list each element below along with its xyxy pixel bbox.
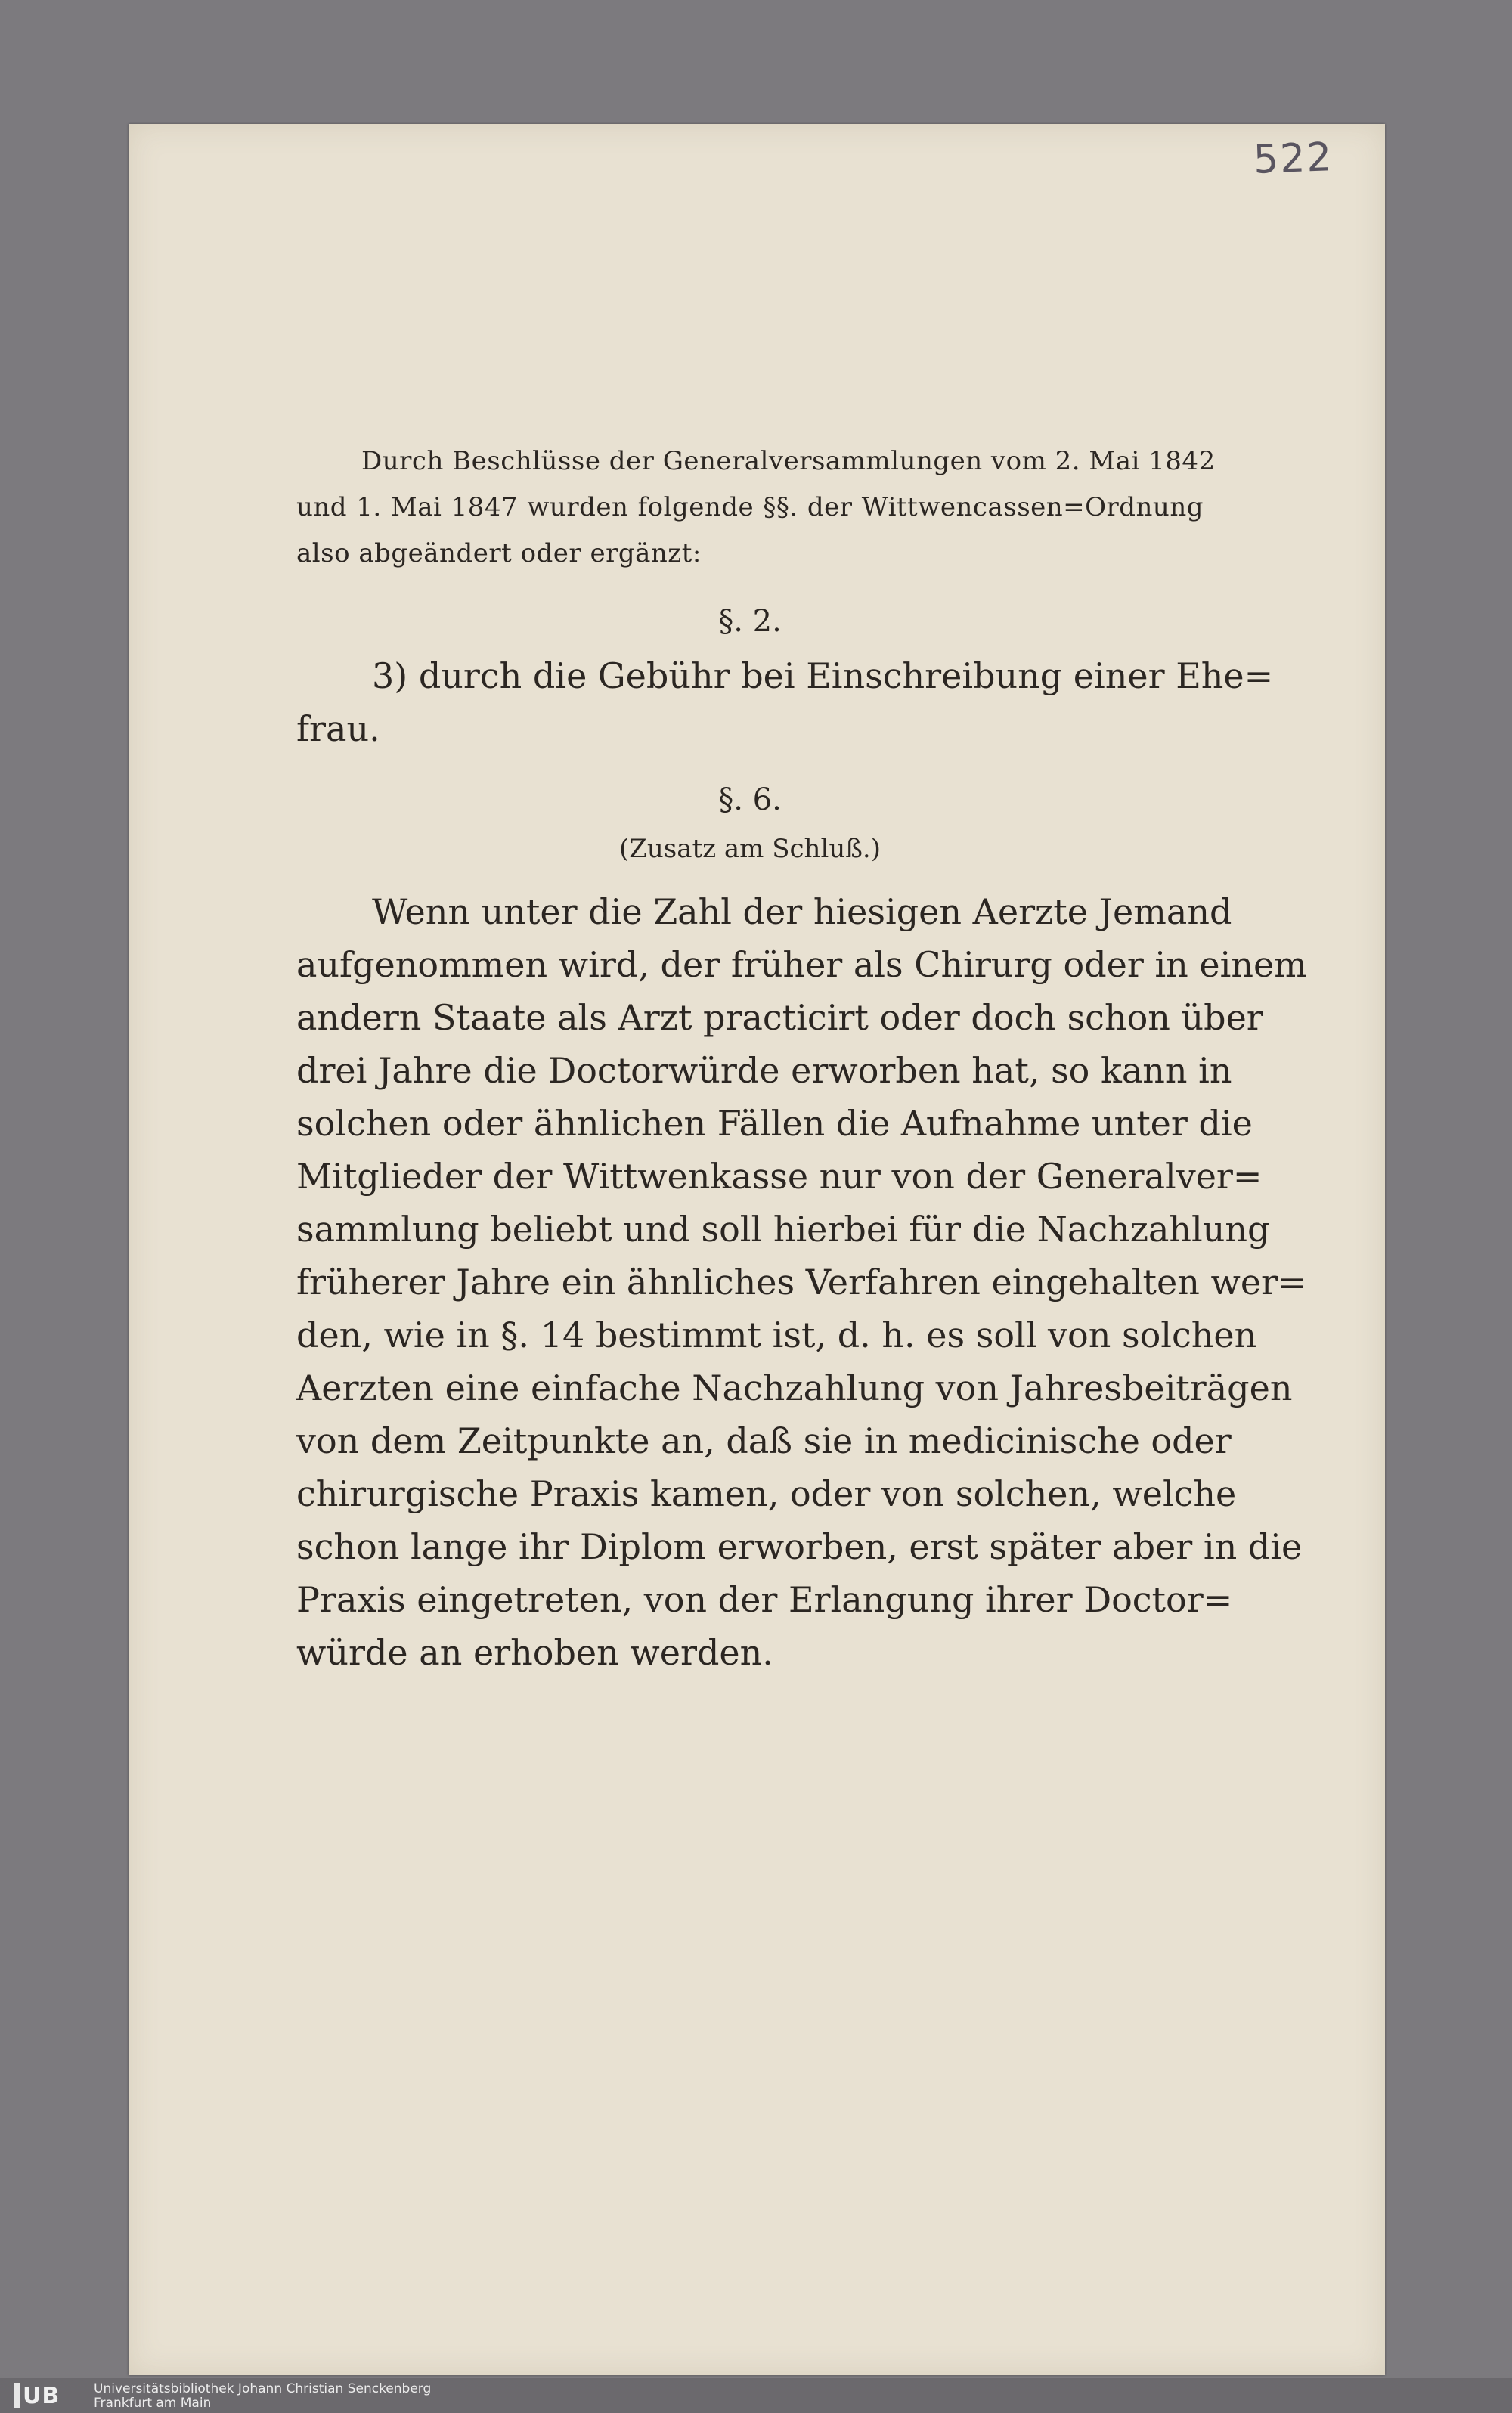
body-line: frau. xyxy=(296,708,380,749)
body-line: 3) durch die Gebühr bei Einschreibung einer Ehe= xyxy=(372,655,1274,696)
body-line: Mitglieder der Wittwenkasse nur von der Generalver= xyxy=(296,1156,1263,1197)
body-line: sammlung beliebt und soll hierbei für die Nachzahlung xyxy=(296,1209,1270,1250)
body-line: von dem Zeitpunkte an, daß sie in medicinische oder xyxy=(296,1420,1232,1461)
body-line: Aerzten eine einfache Nachzahlung von Jahresbeiträgen xyxy=(296,1368,1293,1408)
intro-line: also abgeändert oder ergänzt: xyxy=(296,538,702,568)
intro-line: und 1. Mai 1847 wurden folgende §§. der Wittwencassen=Ordnung xyxy=(296,492,1204,522)
library-name xyxy=(94,2382,431,2411)
body-line: aufgenommen wird, der früher als Chirurg oder in einem xyxy=(296,944,1307,985)
body-line: würde an erhoben werden. xyxy=(296,1632,773,1673)
section-2-body xyxy=(296,649,1274,755)
library-footer xyxy=(0,2378,1512,2413)
body-line: den, wie in §. 14 bestimmt ist, d. h. es soll von solchen xyxy=(296,1315,1257,1355)
body-line: drei Jahre die Doctorwürde erworben hat, so kann in xyxy=(296,1050,1232,1091)
logo-text: UB xyxy=(23,2382,60,2409)
intro-paragraph xyxy=(296,438,1216,577)
body-line: schon lange ihr Diplom erworben, erst später aber in die xyxy=(296,1526,1303,1567)
page-number: 522 xyxy=(1252,135,1334,183)
section-6-body xyxy=(296,885,1307,1679)
body-line: chirurgische Praxis kamen, oder von solchen, welche xyxy=(296,1473,1237,1514)
library-name-line-1: Universitätsbibliothek Johann Christian Senckenberg xyxy=(94,2381,432,2396)
body-line: Wenn unter die Zahl der hiesigen Aerzte Jemand xyxy=(372,891,1232,932)
body-line: andern Staate als Arzt practicirt oder doch schon über xyxy=(296,997,1263,1038)
intro-line: Durch Beschlüsse der Generalversammlungen vom 2. Mai 1842 xyxy=(361,446,1216,476)
body-line: solchen oder ähnlichen Fällen die Aufnahme unter die xyxy=(296,1103,1253,1144)
section-2-heading: §. 2. xyxy=(718,604,782,639)
document-text xyxy=(296,438,1307,1679)
section-6-heading: §. 6. xyxy=(718,782,782,817)
body-line: Praxis eingetreten, von der Erlangung ihrer Doctor= xyxy=(296,1579,1233,1620)
logo-bar-icon xyxy=(14,2383,20,2408)
library-name-line-2: Frankfurt am Main xyxy=(94,2396,212,2411)
section-6-subheading: (Zusatz am Schluß.) xyxy=(619,834,881,864)
library-logo xyxy=(14,2381,85,2410)
body-line: früherer Jahre ein ähnliches Verfahren eingehalten wer= xyxy=(296,1262,1307,1303)
